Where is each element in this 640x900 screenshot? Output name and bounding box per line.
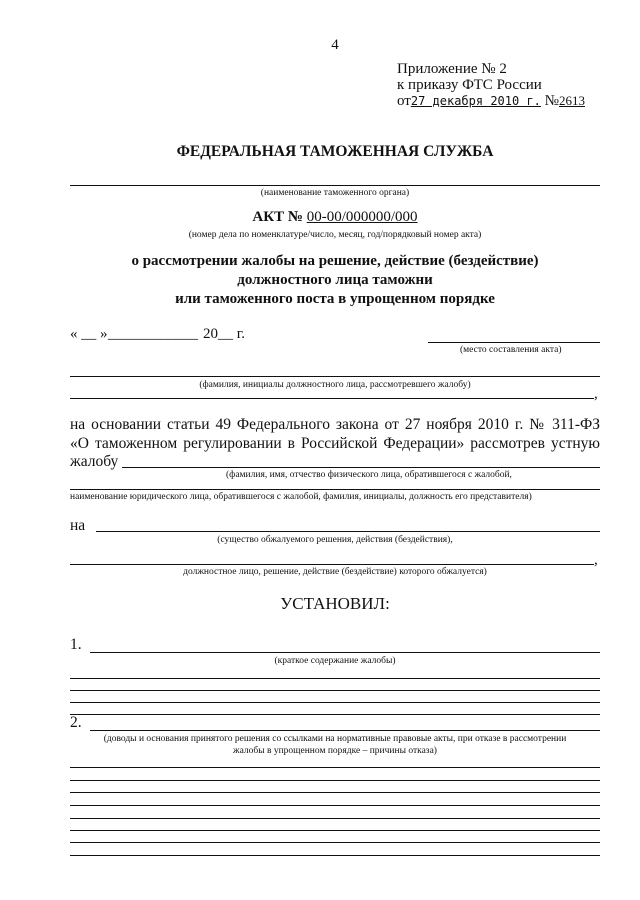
date-month[interactable]: ____________ — [108, 326, 198, 342]
page-number: 4 — [331, 37, 339, 53]
place-line[interactable] — [428, 342, 600, 343]
item-2-line[interactable] — [70, 830, 600, 831]
item-2-line[interactable] — [70, 855, 600, 856]
appendix-line1: Приложение № 2 — [397, 61, 507, 77]
subtitle-line1: о рассмотрении жалобы на решение, действие (бездействие) — [131, 253, 539, 269]
applicant-line-2[interactable] — [70, 489, 600, 490]
item-2-line[interactable] — [70, 805, 600, 806]
appendix-line2: к приказу ФТС России — [397, 77, 542, 93]
item-1-number: 1. — [70, 636, 82, 653]
subtitle-line2: должностного лица таможни — [237, 272, 433, 288]
order-date: 27 декабря 2010 г. — [410, 94, 541, 108]
org-title: ФЕДЕРАЛЬНАЯ ТАМОЖЕННАЯ СЛУЖБА — [176, 143, 494, 160]
subject-caption2: должностное лицо, решение, действие (бездействие) которого обжалуется) — [183, 567, 487, 577]
body-line1: на основании статьи 49 Федерального закона от 27 ноября 2010 г. № 311-ФЗ — [70, 416, 600, 433]
item-2-number: 2. — [70, 714, 82, 731]
comma: , — [594, 386, 598, 402]
date-day[interactable]: « __ » — [70, 326, 108, 342]
number-prefix: № — [544, 93, 559, 109]
act-number: 00-00/000000/000 — [306, 209, 418, 225]
date-year[interactable]: 20__ г. — [203, 326, 245, 342]
applicant-caption2: наименование юридического лица, обратившегося с жалобой, фамилия, инициалы, должность его представителя) — [70, 492, 532, 502]
subject-line[interactable] — [96, 531, 600, 532]
item-2-line[interactable] — [70, 818, 600, 819]
official-caption: (фамилия, инициалы должностного лица, рассмотревшего жалобу) — [199, 380, 471, 390]
order-number: 2613 — [558, 93, 585, 108]
subtitle-line3: или таможенного поста в упрощенном порядке — [175, 291, 495, 307]
item-1-line[interactable] — [70, 690, 600, 691]
established-heading: УСТАНОВИЛ: — [280, 594, 390, 613]
act-prefix: АКТ № — [252, 209, 303, 225]
appendix-line3 — [397, 93, 599, 110]
official-line-2[interactable] — [70, 398, 594, 399]
subject-caption1: (существо обжалуемого решения, действия (бездействия), — [217, 535, 453, 545]
item-1-caption: (краткое содержание жалобы) — [274, 656, 396, 666]
na-label: на — [70, 517, 86, 534]
item-1-line[interactable] — [90, 652, 600, 653]
act-number-caption: (номер дела по номенклатуре/число, месяц, год/порядковый номер акта) — [188, 230, 482, 240]
place-caption: (место составления акта) — [460, 345, 562, 355]
item-2-line[interactable] — [90, 730, 600, 731]
item-2-line[interactable] — [70, 780, 600, 781]
item-2-caption2: жалобы в упрощенном порядке – причины отказа) — [233, 746, 437, 756]
customs-body-caption: (наименование таможенного органа) — [260, 188, 410, 198]
applicant-caption1: (фамилия, имя, отчество физического лица, обратившегося с жалобой, — [226, 470, 512, 480]
body-line3: жалобу — [70, 453, 119, 470]
comma-2: , — [594, 552, 598, 568]
item-1-line[interactable] — [70, 702, 600, 703]
applicant-line[interactable] — [122, 467, 600, 468]
subject-line-2[interactable] — [70, 564, 594, 565]
item-2-line[interactable] — [70, 792, 600, 793]
body-line2: «О таможенном регулировании в Российской Федерации» рассмотрев устную — [70, 435, 600, 452]
item-2-caption1: (доводы и основания принятого решения со ссылками на нормативные правовые акты, при отказе в рассмотрении — [103, 734, 567, 744]
item-2-line[interactable] — [70, 842, 600, 843]
item-1-line[interactable] — [70, 678, 600, 679]
official-line[interactable] — [70, 376, 600, 377]
act-title — [70, 209, 600, 226]
from-label: от — [397, 93, 411, 109]
item-2-line[interactable] — [70, 767, 600, 768]
customs-body-line[interactable] — [70, 185, 600, 186]
item-1-line[interactable] — [70, 714, 600, 715]
